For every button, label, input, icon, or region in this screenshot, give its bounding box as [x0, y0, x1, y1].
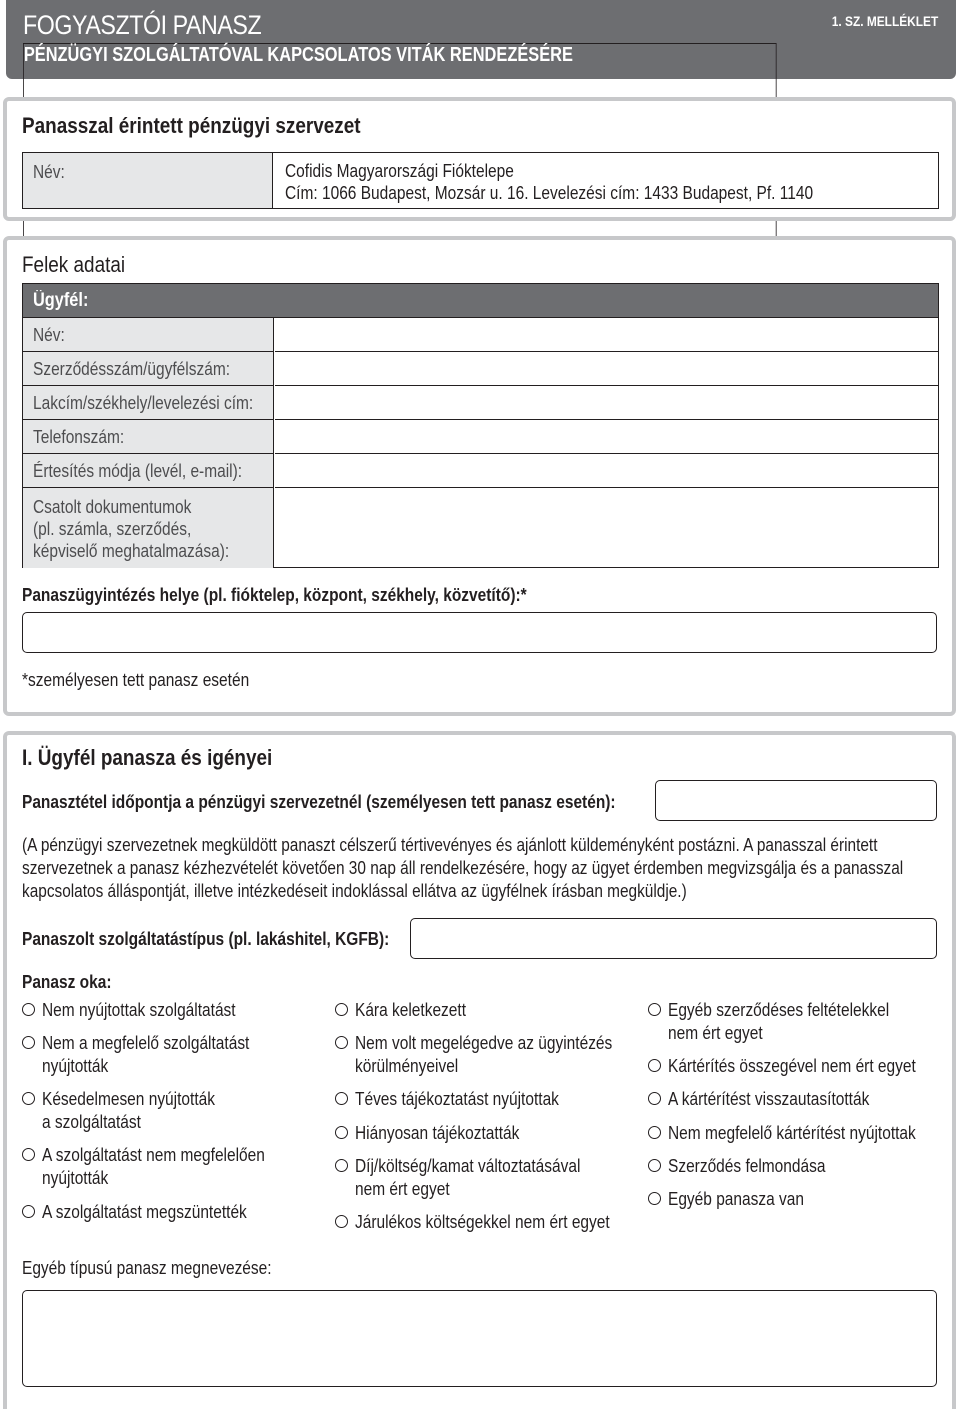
reason-label: Panasz oka: [22, 972, 112, 992]
radio-circle-icon[interactable] [648, 1159, 661, 1172]
radio-circle-icon[interactable] [22, 1003, 35, 1016]
other-complaint-textarea[interactable] [22, 1290, 937, 1387]
client-row-name [23, 318, 274, 352]
client-contract-input[interactable] [275, 352, 938, 386]
radio-circle-icon[interactable] [648, 1092, 661, 1105]
radio-circle-icon[interactable] [648, 1059, 661, 1072]
service-type-label: Panaszolt szolgáltatástípus (pl. lakáshitel, KGFB): [22, 929, 390, 949]
complaint-note [22, 834, 940, 903]
radio-circle-icon[interactable] [335, 1036, 348, 1049]
attachments-label-line1: Csatolt dokumentumok [33, 497, 192, 517]
client-row-label: Lakcím/székhely/levelezési cím: [33, 393, 254, 413]
client-header-label: Ügyfél: [33, 290, 89, 311]
footnote: *személyesen tett panasz esetén [22, 670, 250, 690]
complaint-note-line: kapcsolatos álláspontját, illetve intézkedéseit indoklással ellátva az ügyfélnek írásban megküldje.) [22, 881, 687, 901]
complaint-date-input[interactable] [655, 780, 937, 821]
client-row-address [23, 386, 274, 420]
service-type-input[interactable] [410, 918, 937, 959]
client-row-label: Név: [33, 325, 65, 345]
radio-circle-icon[interactable] [22, 1205, 35, 1218]
attachments-label-line2: (pl. számla, szerződés, [33, 519, 192, 539]
complaint-note-line: (A pénzügyi szervezetnek megküldött panaszt célszerű tértivevényes és ajánlott küldeményként postázni. A panasszal érintett [22, 835, 878, 855]
complaint-place-label: Panaszügyintézés helye (pl. fióktelep, központ, székhely, közvetítő):* [22, 585, 527, 605]
radio-circle-icon[interactable] [22, 1036, 35, 1049]
client-header-bar [22, 283, 939, 318]
complaint-section-title: I. Ügyfél panasza és igényei [22, 745, 273, 770]
attachments-label-line3: képviselő meghatalmazása): [33, 541, 230, 561]
other-complaint-label: Egyéb típusú panasz megnevezése: [22, 1258, 272, 1278]
client-row-attachments [23, 488, 274, 568]
client-row-label: Értesítés módja (levél, e-mail): [33, 461, 243, 481]
client-notify-input[interactable] [275, 454, 938, 488]
org-section-title: Panasszal érintett pénzügyi szervezet [22, 113, 361, 138]
radio-circle-icon[interactable] [335, 1126, 348, 1139]
client-table [22, 283, 939, 568]
complaint-place-input[interactable] [22, 612, 937, 653]
client-name-input[interactable] [275, 318, 938, 352]
client-row-notify [23, 454, 274, 488]
client-row-contract [23, 352, 274, 386]
form-title: FOGYASZTÓI PANASZ [23, 10, 262, 40]
client-row-label: Szerződésszám/ügyfélszám: [33, 359, 231, 379]
radio-circle-icon[interactable] [335, 1092, 348, 1105]
annex-label: 1. SZ. MELLÉKLET [831, 13, 938, 29]
radio-circle-icon[interactable] [335, 1003, 348, 1016]
org-name-label-cell [22, 152, 273, 209]
form-subtitle: PÉNZÜGYI SZOLGÁLTATÓVAL KAPCSOLATOS VITÁK RENDEZÉSÉRE [23, 43, 777, 330]
radio-circle-icon[interactable] [648, 1126, 661, 1139]
client-row-phone [23, 420, 274, 454]
page-header [6, 0, 956, 79]
radio-circle-icon[interactable] [22, 1148, 35, 1161]
org-name-line1: Cofidis Magyarországi Fióktelepe [285, 161, 514, 181]
radio-circle-icon[interactable] [648, 1003, 661, 1016]
client-phone-input[interactable] [275, 420, 938, 454]
client-row-label: Telefonszám: [33, 427, 125, 447]
radio-circle-icon[interactable] [648, 1192, 661, 1205]
radio-circle-icon[interactable] [335, 1159, 348, 1172]
org-name-label: Név: [33, 162, 65, 182]
parties-section-title: Felek adatai [22, 252, 126, 277]
org-address-line: Cím: 1066 Budapest, Mozsár u. 16. Levelezési cím: 1433 Budapest, Pf. 1140 [285, 183, 814, 203]
radio-circle-icon[interactable] [22, 1092, 35, 1105]
complaint-note-line: szervezetnek a panasz kézhezvételét követően 30 nap áll rendelkezésére, hogy az ügyet érdemben megvizsgálja és a panasszal [22, 858, 904, 878]
radio-circle-icon[interactable] [335, 1215, 348, 1228]
complaint-date-label: Panasztétel időpontja a pénzügyi szervezetnél (személyesen tett panasz esetén): [22, 792, 616, 812]
client-address-input[interactable] [275, 386, 938, 420]
client-attachments-input[interactable] [275, 488, 938, 568]
